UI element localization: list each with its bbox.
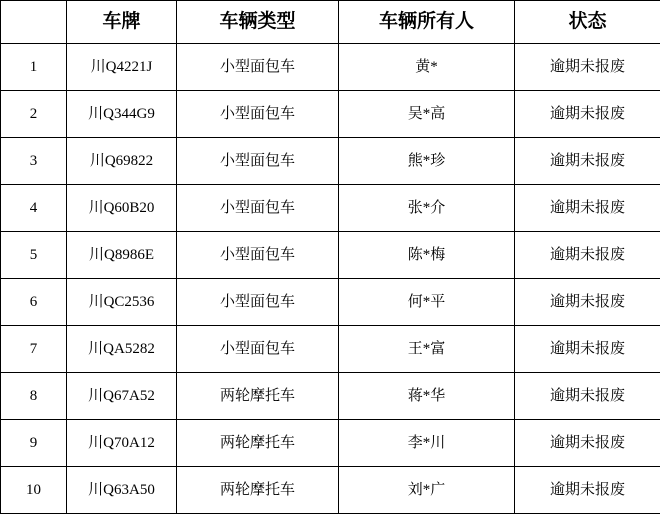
cell-status: 逾期未报废 — [515, 326, 660, 373]
cell-owner: 王*富 — [339, 326, 515, 373]
table-body — [1, 44, 660, 514]
column-header-index — [1, 1, 67, 44]
cell-plate: 川Q344G9 — [67, 91, 177, 138]
cell-plate: 川Q63A50 — [67, 467, 177, 514]
table-row — [1, 185, 660, 232]
cell-status: 逾期未报废 — [515, 420, 660, 467]
cell-type: 小型面包车 — [177, 279, 339, 326]
column-header-plate: 车牌 — [67, 1, 177, 44]
cell-plate: 川Q8986E — [67, 232, 177, 279]
table-row — [1, 467, 660, 514]
cell-status: 逾期未报废 — [515, 185, 660, 232]
cell-type: 两轮摩托车 — [177, 467, 339, 514]
cell-owner: 吴*高 — [339, 91, 515, 138]
row-index: 4 — [1, 185, 67, 232]
table-row — [1, 44, 660, 91]
row-index: 8 — [1, 373, 67, 420]
column-header-type: 车辆类型 — [177, 1, 339, 44]
cell-type: 小型面包车 — [177, 326, 339, 373]
cell-owner: 陈*梅 — [339, 232, 515, 279]
row-index: 2 — [1, 91, 67, 138]
cell-type: 小型面包车 — [177, 138, 339, 185]
cell-owner: 刘*广 — [339, 467, 515, 514]
row-index: 10 — [1, 467, 67, 514]
cell-owner: 熊*珍 — [339, 138, 515, 185]
table-row — [1, 91, 660, 138]
cell-plate: 川Q60B20 — [67, 185, 177, 232]
cell-plate: 川Q67A52 — [67, 373, 177, 420]
cell-type: 小型面包车 — [177, 91, 339, 138]
column-header-owner: 车辆所有人 — [339, 1, 515, 44]
cell-type: 小型面包车 — [177, 232, 339, 279]
cell-plate: 川Q70A12 — [67, 420, 177, 467]
cell-plate: 川QA5282 — [67, 326, 177, 373]
table-row — [1, 420, 660, 467]
cell-status: 逾期未报废 — [515, 373, 660, 420]
table-row — [1, 232, 660, 279]
row-index: 1 — [1, 44, 67, 91]
table-row — [1, 138, 660, 185]
cell-type: 小型面包车 — [177, 44, 339, 91]
cell-status: 逾期未报废 — [515, 91, 660, 138]
cell-type: 两轮摩托车 — [177, 420, 339, 467]
table-row — [1, 326, 660, 373]
cell-plate: 川QC2536 — [67, 279, 177, 326]
row-index: 5 — [1, 232, 67, 279]
cell-owner: 李*川 — [339, 420, 515, 467]
row-index: 9 — [1, 420, 67, 467]
column-header-status: 状态 — [515, 1, 660, 44]
cell-status: 逾期未报废 — [515, 467, 660, 514]
cell-owner: 何*平 — [339, 279, 515, 326]
cell-owner: 黄* — [339, 44, 515, 91]
cell-status: 逾期未报废 — [515, 279, 660, 326]
row-index: 7 — [1, 326, 67, 373]
row-index: 3 — [1, 138, 67, 185]
cell-plate: 川Q4221J — [67, 44, 177, 91]
table-row — [1, 373, 660, 420]
table-header-row — [1, 1, 660, 44]
table-header — [1, 1, 660, 44]
cell-owner: 张*介 — [339, 185, 515, 232]
table-row — [1, 279, 660, 326]
cell-status: 逾期未报废 — [515, 138, 660, 185]
cell-plate: 川Q69822 — [67, 138, 177, 185]
cell-status: 逾期未报废 — [515, 44, 660, 91]
cell-owner: 蒋*华 — [339, 373, 515, 420]
row-index: 6 — [1, 279, 67, 326]
cell-status: 逾期未报废 — [515, 232, 660, 279]
cell-type: 两轮摩托车 — [177, 373, 339, 420]
cell-type: 小型面包车 — [177, 185, 339, 232]
